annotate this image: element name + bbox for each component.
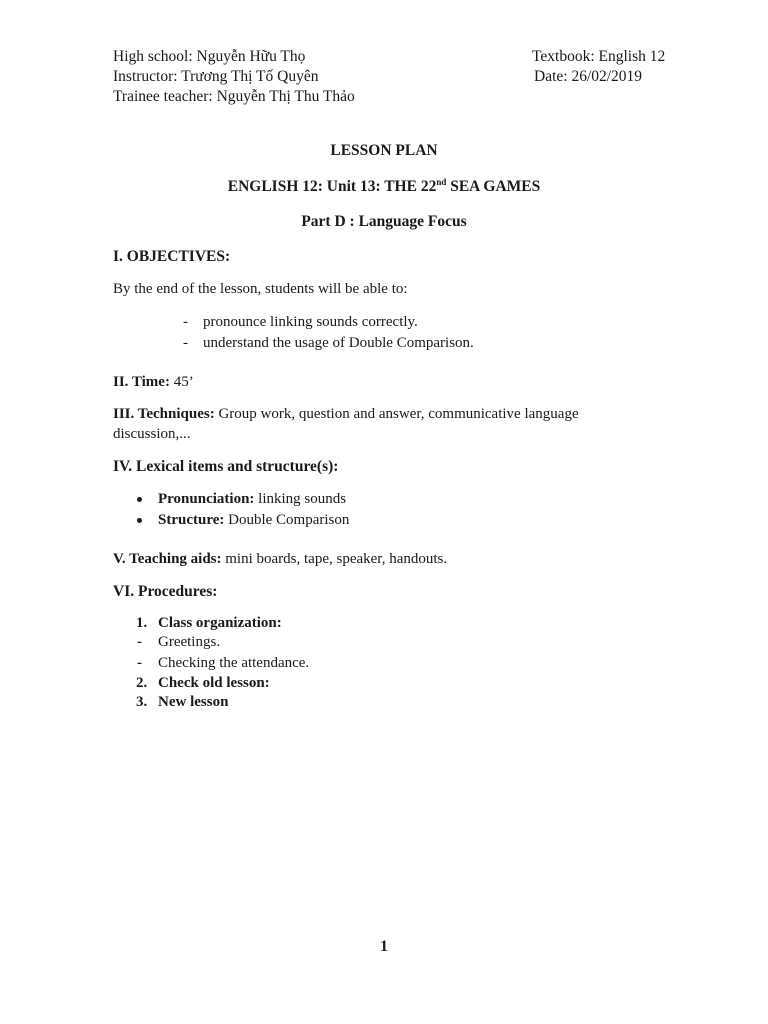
dash-marker: - xyxy=(183,335,188,351)
procedures-heading: VI. Procedures: xyxy=(113,583,218,600)
lesson-plan-title: LESSON PLAN xyxy=(330,142,438,159)
school-line: High school: Nguyễn Hữu Thọ xyxy=(113,48,306,65)
lexical-item-structure: Structure: Double Comparison xyxy=(158,512,350,528)
part-title: Part D : Language Focus xyxy=(301,213,467,230)
objectives-intro: By the end of the lesson, students will be able to: xyxy=(113,281,408,297)
step-check-old-lesson: Check old lesson: xyxy=(158,675,270,691)
textbook-line: Textbook: English 12 xyxy=(532,48,666,65)
teaching-aids-line: V. Teaching aids: mini boards, tape, speaker, handouts. xyxy=(113,551,448,567)
lexical-heading: IV. Lexical items and structure(s): xyxy=(113,458,339,475)
dash-marker: - xyxy=(183,314,188,330)
bullet-dot-icon xyxy=(137,497,142,502)
lexical-item-pronunciation: Pronunciation: linking sounds xyxy=(158,491,347,507)
trainee-line: Trainee teacher: Nguyễn Thị Thu Thảo xyxy=(113,88,355,105)
step-number-1: 1. xyxy=(136,615,148,631)
dash-marker: - xyxy=(137,634,142,650)
objective-item-2: understand the usage of Double Comparison. xyxy=(203,335,474,351)
bullet-dot-icon xyxy=(137,518,142,523)
dash-marker: - xyxy=(137,655,142,671)
instructor-line: Instructor: Trương Thị Tố Quyên xyxy=(113,68,319,85)
objectives-heading: I. OBJECTIVES: xyxy=(113,248,231,265)
step-class-organization: Class organization: xyxy=(158,615,282,631)
date-line: Date: 26/02/2019 xyxy=(534,68,643,85)
sub-step-greetings: Greetings. xyxy=(158,634,221,650)
unit-title: ENGLISH 12: Unit 13: THE 22nd SEA GAMES xyxy=(227,177,541,195)
techniques-line-2: discussion,... xyxy=(113,426,191,442)
step-new-lesson: New lesson xyxy=(158,694,229,710)
time-line: II. Time: 45’ xyxy=(113,374,194,390)
techniques-line: III. Techniques: Group work, question and answer, communicative language xyxy=(113,406,579,422)
step-number-2: 2. xyxy=(136,675,148,691)
sub-step-attendance: Checking the attendance. xyxy=(158,655,310,671)
page-number: 1 xyxy=(380,938,388,955)
step-number-3: 3. xyxy=(136,694,148,710)
objective-item-1: pronounce linking sounds correctly. xyxy=(203,314,418,330)
superscript-nd: nd xyxy=(436,177,447,187)
